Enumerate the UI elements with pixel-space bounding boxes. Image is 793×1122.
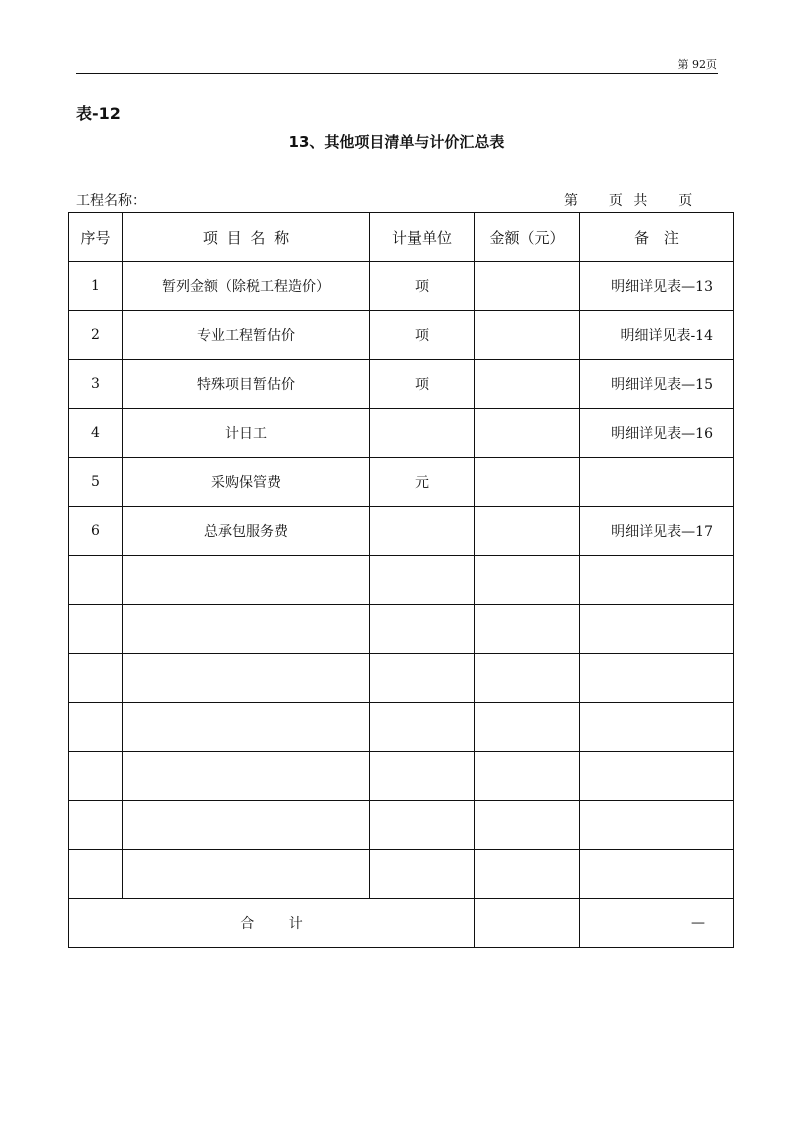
row-no: 3 bbox=[69, 360, 123, 409]
page-number: 第 92页 bbox=[677, 58, 717, 71]
col-header-unit: 计量单位 bbox=[370, 213, 475, 262]
row-no: 5 bbox=[69, 458, 123, 507]
table-header-row bbox=[69, 213, 734, 262]
table-row bbox=[69, 458, 734, 507]
total-amount bbox=[475, 899, 580, 948]
table-code: 表-12 bbox=[76, 104, 121, 123]
table-row bbox=[69, 311, 734, 360]
row-name: 采购保管费 bbox=[123, 458, 370, 507]
project-name-label: 工程名称： bbox=[76, 193, 146, 209]
row-remark: 明细详见表—13 bbox=[580, 262, 734, 311]
total-remark: — bbox=[580, 899, 734, 948]
total-label: 合 计 bbox=[69, 899, 475, 948]
col-header-remark: 备 注 bbox=[580, 213, 734, 262]
total-row bbox=[69, 899, 734, 948]
row-unit: 元 bbox=[370, 458, 475, 507]
row-no: 1 bbox=[69, 262, 123, 311]
row-unit: 项 bbox=[370, 262, 475, 311]
page-count-di: 第 bbox=[564, 193, 578, 209]
table-row bbox=[69, 262, 734, 311]
row-unit bbox=[370, 507, 475, 556]
row-no: 2 bbox=[69, 311, 123, 360]
row-remark bbox=[580, 458, 734, 507]
col-header-name: 项 目 名 称 bbox=[123, 213, 370, 262]
empty-table-row bbox=[69, 850, 734, 899]
summary-table bbox=[68, 212, 734, 948]
row-no: 6 bbox=[69, 507, 123, 556]
row-unit: 项 bbox=[370, 360, 475, 409]
row-remark: 明细详见表—15 bbox=[580, 360, 734, 409]
row-amount bbox=[475, 458, 580, 507]
row-amount bbox=[475, 360, 580, 409]
table-row bbox=[69, 360, 734, 409]
row-name: 专业工程暂估价 bbox=[123, 311, 370, 360]
col-header-amount: 金额（元） bbox=[475, 213, 580, 262]
row-amount bbox=[475, 507, 580, 556]
page-count-ye2: 页 bbox=[678, 193, 693, 209]
row-amount bbox=[475, 409, 580, 458]
header-rule bbox=[76, 73, 718, 74]
table-row bbox=[69, 409, 734, 458]
row-remark: 明细详见表—16 bbox=[580, 409, 734, 458]
row-remark: 明细详见表—17 bbox=[580, 507, 734, 556]
page-count-gong: 共 bbox=[633, 193, 648, 209]
table-row bbox=[69, 507, 734, 556]
row-no: 4 bbox=[69, 409, 123, 458]
empty-table-row bbox=[69, 654, 734, 703]
empty-table-row bbox=[69, 556, 734, 605]
row-name: 计日工 bbox=[123, 409, 370, 458]
row-amount bbox=[475, 262, 580, 311]
empty-table-row bbox=[69, 703, 734, 752]
row-amount bbox=[475, 311, 580, 360]
empty-table-row bbox=[69, 801, 734, 850]
row-unit bbox=[370, 409, 475, 458]
empty-table-row bbox=[69, 752, 734, 801]
row-name: 特殊项目暂估价 bbox=[123, 360, 370, 409]
row-name: 暂列金额（除税工程造价） bbox=[123, 262, 370, 311]
empty-table-row bbox=[69, 605, 734, 654]
row-unit: 项 bbox=[370, 311, 475, 360]
document-title: 13、其他项目清单与计价汇总表 bbox=[288, 133, 505, 151]
page-count bbox=[564, 190, 692, 210]
row-name: 总承包服务费 bbox=[123, 507, 370, 556]
col-header-no: 序号 bbox=[69, 213, 123, 262]
row-remark: 明细详见表-14 bbox=[580, 311, 734, 360]
page-count-ye1: 页 bbox=[608, 193, 623, 209]
